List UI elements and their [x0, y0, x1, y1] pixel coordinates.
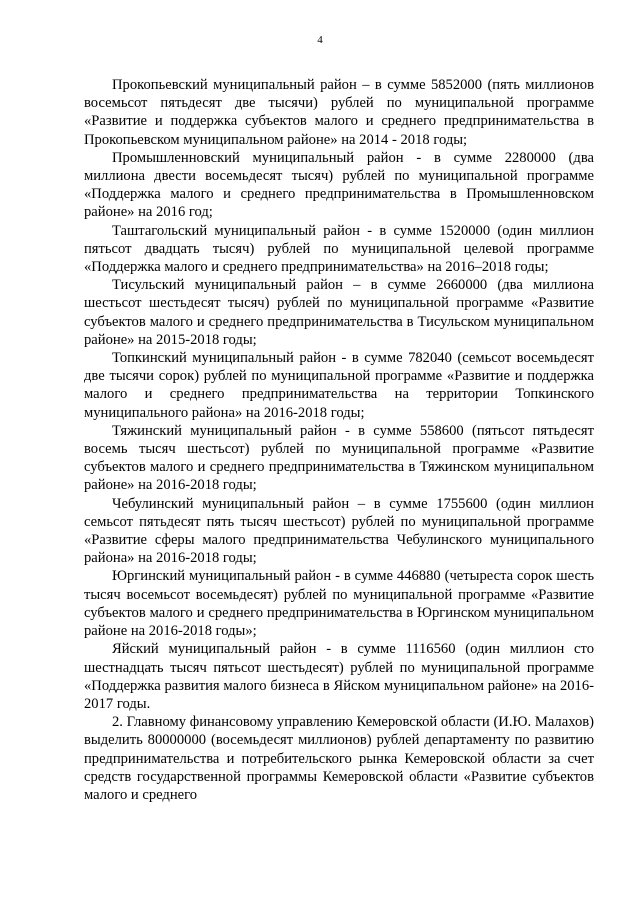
paragraph-item-2: 2. Главному финансовому управлению Кемеровской области (И.Ю. Малахов) выделить 80000000 (восемьдесят миллионов) рублей департаменту по развитию предпринимательства и потребительского рынка Кемеровской области за счет средств государственной программы Кемеровской области «Развитие субъектов малого и среднего	[84, 714, 594, 803]
page-number: 4	[317, 34, 323, 46]
paragraph-yurginsky: Юргинский муниципальный район - в сумме 446880 (четыреста сорок шесть тысяч восемьсот восемьдесят) рублей по муниципальной программе «Развитие субъектов малого и среднего предпринимательства в Юргинском муниципальном районе на 2016-2018 годы»;	[84, 568, 594, 640]
paragraph-topkinsky: Топкинский муниципальный район - в сумме 782040 (семьсот восемьдесят две тысячи сорок) рублей по муниципальной программе «Развитие и поддержка малого и среднего предпринимательства на территории Топкинского муниципального района» на 2016-2018 годы;	[84, 350, 594, 421]
paragraph-promyshlennovsky: Промышленновский муниципальный район - в сумме 2280000 (два миллиона двести восемьдесят тысяч) рублей по муниципальной программе «Поддержка малого и среднего предпринимательства в Промышленновском районе» на 2016 год;	[84, 149, 594, 221]
document-body	[84, 76, 594, 804]
paragraph-tashtagolsky: Таштагольский муниципальный район - в сумме 1520000 (один миллион пятьсот двадцать тысяч) рублей по муниципальной целевой программе «Поддержка малого и среднего предпринимательства» на 2016–2018 годы;	[84, 222, 594, 276]
paragraph-prokopyevsky: Прокопьевский муниципальный район – в сумме 5852000 (пять миллионов восемьсот пятьдесят две тысячи) рублей по муниципальной программе «Развитие и поддержка субъектов малого и среднего предпринимательства в Прокопьевском муниципальном районе» на 2014 - 2018 годы;	[84, 77, 594, 148]
paragraph-chebulinsky: Чебулинский муниципальный район – в сумме 1755600 (один миллион семьсот пятьдесят пять тысяч шестьсот) рублей по муниципальной программе «Развитие сферы малого предпринимательства Чебулинского муниципального района» на 2016-2018 годы;	[84, 495, 594, 567]
paragraph-tyazhinsky: Тяжинский муниципальный район - в сумме 558600 (пятьсот пятьдесят восемь тысяч шестьсот) рублей по муниципальной программе «Развитие субъектов малого и среднего предпринимательства в Тяжинском муниципальном районе» на 2016-2018 годы;	[84, 422, 594, 494]
paragraph-tisulsky: Тисульский муниципальный район – в сумме 2660000 (два миллиона шестьсот шестьдесят тысяч) рублей по муниципальной программе «Развитие субъектов малого и среднего предпринимательства в Тисульском муниципальном районе» на 2015-2018 годы;	[84, 277, 594, 348]
paragraph-yaysky: Яйский муниципальный район - в сумме 1116560 (один миллион сто шестнадцать тысяч пятьсот шестьдесят) рублей по муниципальной программе «Поддержка развития малого бизнеса в Яйском муниципальном районе» на 2016-2017 годы.	[84, 641, 594, 712]
